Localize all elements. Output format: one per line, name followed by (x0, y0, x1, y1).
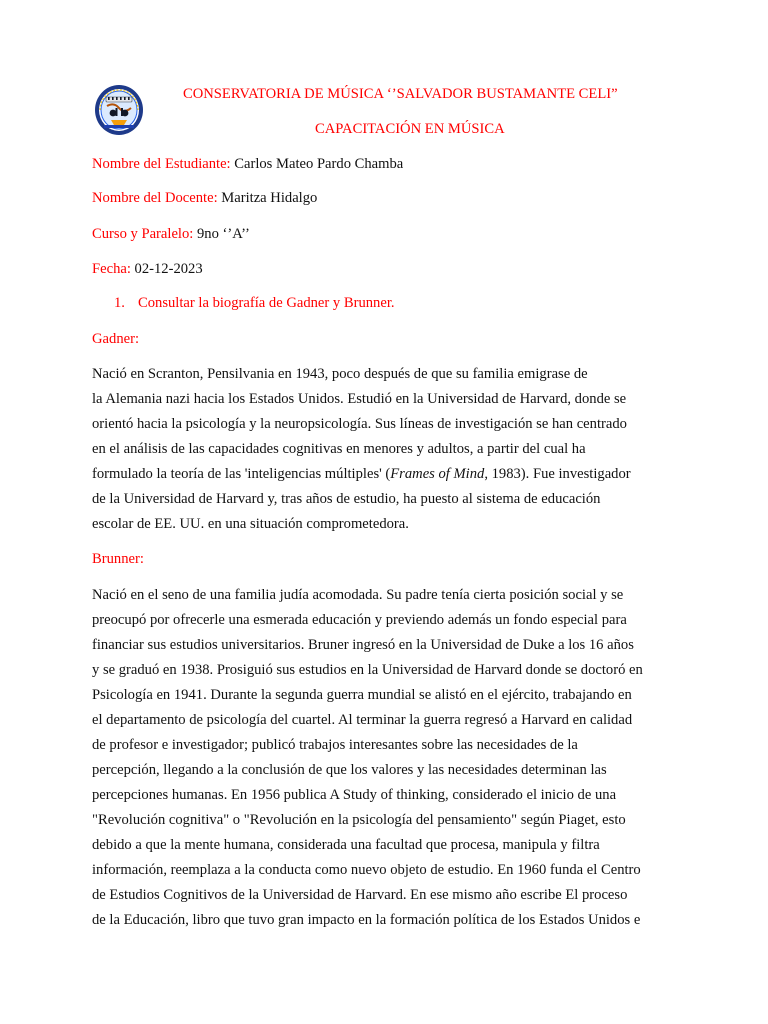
paragraph-line: orientó hacia la psicología y la neuropsicología. Sus líneas de investigación se han centrado (92, 416, 627, 432)
paragraph-line: "Revolución cognitiva" o "Revolución en la psicología del pensamiento" según Piaget, esto (92, 812, 626, 828)
book-title: Frames of Mind (390, 466, 485, 482)
date-label: Fecha: (92, 261, 131, 277)
paragraph-line: de la Educación, libro que tuvo gran impacto en la formación política de los Estados Unidos e (92, 912, 641, 928)
course-section-label: Curso y Paralelo: (92, 226, 194, 242)
brunner-heading: Brunner: (92, 551, 144, 567)
paragraph-line: percepción, llegando a la conclusión de que los valores y las necesidades determinan las (92, 762, 607, 778)
teacher-name-value: Maritza Hidalgo (217, 190, 318, 206)
paragraph-line: Nació en el seno de una familia judía acomodada. Su padre tenía cierta posición social y se (92, 587, 624, 603)
paragraph-line: Psicología en 1941. Durante la segunda guerra mundial se alistó en el ejército, trabajando en (92, 687, 632, 703)
paragraph-line (92, 462, 692, 487)
school-name: CONSERVATORIA DE MÚSICA ‘’SALVADOR BUSTAMANTE CELI” (183, 86, 618, 102)
line-text: formulado la teoría de las 'inteligencias múltiples' ( (92, 466, 391, 482)
paragraph-line: de la Universidad de Harvard y, tras años de estudio, ha puesto al sistema de educación (92, 491, 601, 507)
course-title: CAPACITACIÓN EN MÚSICA (315, 121, 505, 137)
course-section-value: 9no ‘’A’’ (193, 226, 250, 242)
student-name-value: Carlos Mateo Pardo Chamba (230, 156, 404, 172)
paragraph-line: financiar sus estudios universitarios. Bruner ingresó en la Universidad de Duke a los 16 años (92, 637, 634, 653)
line-text: , 1983). Fue investigador (484, 466, 631, 482)
paragraph-line: en el análisis de las capacidades cognitivas en menores y adultos, a partir del cual ha (92, 441, 586, 457)
paragraph-line: y se graduó en 1938. Prosiguió sus estudios en la Universidad de Harvard donde se doctoró en (92, 662, 643, 678)
paragraph-line: percepciones humanas. En 1956 publica A Study of thinking, considerado el inicio de una (92, 787, 617, 803)
paragraph-line: escolar de EE. UU. en una situación comprometedora. (92, 516, 409, 532)
question-item (114, 295, 395, 312)
paragraph-line: Nació en Scranton, Pensilvania en 1943, poco después de que su familia emigrase de (92, 366, 588, 382)
gadner-paragraph (92, 362, 692, 537)
teacher-name-field (92, 190, 317, 207)
paragraph-line: la Alemania nazi hacia los Estados Unidos. Estudió en la Universidad de Harvard, donde se (92, 391, 627, 407)
question-number: 1. (114, 295, 125, 311)
teacher-name-label: Nombre del Docente: (92, 190, 218, 206)
paragraph-line: información, reemplaza a la conducta como nuevo objeto de estudio. En 1960 funda el Centro (92, 862, 641, 878)
course-section-field (92, 226, 250, 243)
paragraph-line: de Estudios Cognitivos de la Universidad de Harvard. En ese mismo año escribe El proceso (92, 887, 628, 903)
date-value: 02-12-2023 (130, 261, 203, 277)
brunner-paragraph (92, 583, 692, 933)
student-name-field (92, 156, 403, 173)
student-name-label: Nombre del Estudiante: (92, 156, 231, 172)
paragraph-line: de profesor e investigador; publicó trabajos interesantes sobre las necesidades de la (92, 737, 578, 753)
question-text: Consultar la biografía de Gadner y Brunner. (138, 295, 395, 311)
date-field (92, 261, 203, 278)
gadner-heading: Gadner: (92, 331, 140, 347)
paragraph-line: preocupó por ofrecerle una esmerada educación y previendo además un fondo especial para (92, 612, 627, 628)
paragraph-line: debido a que la mente humana, considerada una facultad que procesa, manipula y filtra (92, 837, 600, 853)
paragraph-line: el departamento de psicología del cuartel. Al terminar la guerra regresó a Harvard en calidad (92, 712, 633, 728)
conservatory-logo-icon (94, 84, 144, 136)
